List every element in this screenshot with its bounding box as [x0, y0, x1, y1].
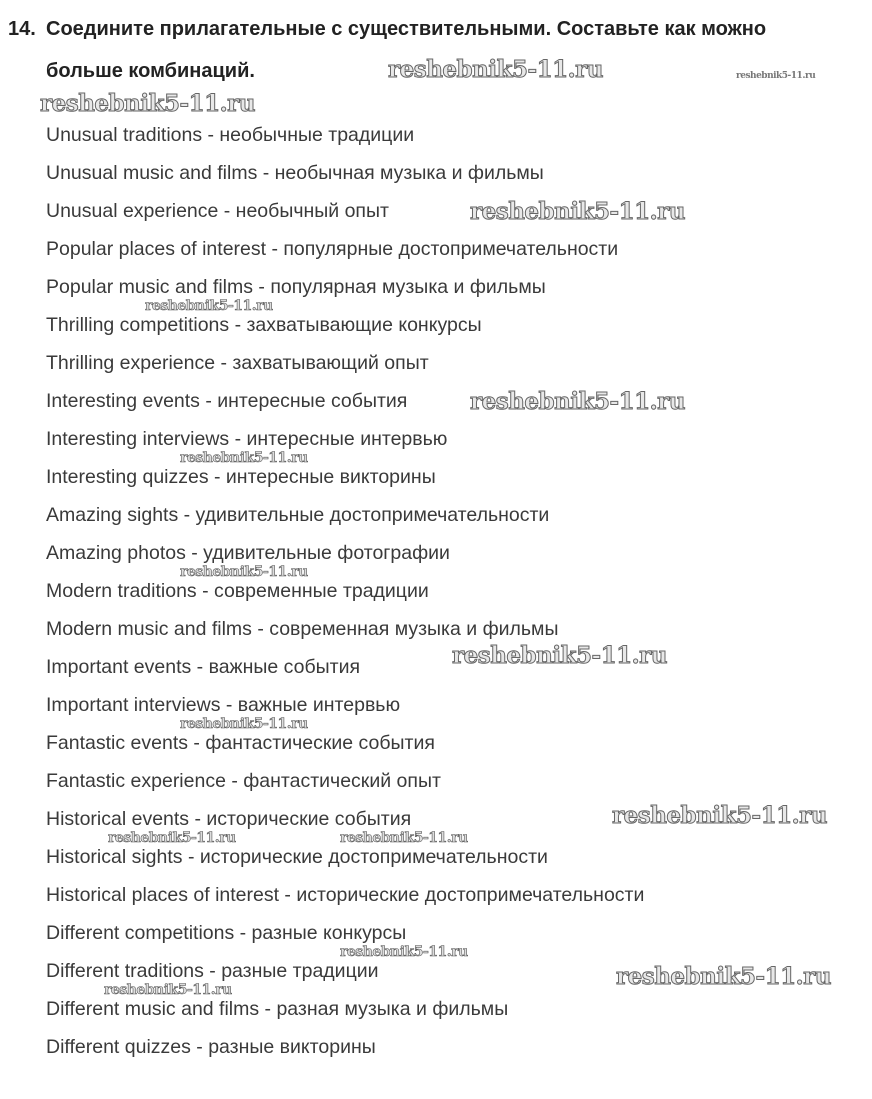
list-item: Thrilling experience - захватывающий опыт	[46, 352, 429, 374]
combination-list	[46, 122, 644, 1072]
list-item: Unusual experience - необычный опыт	[46, 200, 389, 222]
list-item: Different traditions - разные традиции	[46, 960, 379, 982]
list-item: Fantastic experience - фантастический опыт	[46, 770, 441, 792]
watermark: reshebnik5-11.ru	[612, 802, 827, 829]
list-item: Amazing photos - удивительные фотографии	[46, 542, 450, 564]
watermark: reshebnik5-11.ru	[470, 388, 685, 415]
task-number: 14.	[8, 18, 36, 40]
watermark: reshebnik5-11.ru	[104, 982, 232, 998]
list-item: Popular music and films - популярная музыка и фильмы	[46, 276, 546, 298]
watermark: reshebnik5-11.ru	[108, 830, 236, 846]
watermark: reshebnik5-11.ru	[340, 944, 468, 960]
watermark: reshebnik5-11.ru	[40, 90, 255, 117]
list-item: Modern traditions - современные традиции	[46, 580, 429, 602]
list-item: Popular places of interest - популярные достопримечательности	[46, 238, 619, 260]
list-item: Historical events - исторические события	[46, 808, 412, 830]
list-item: Different competitions - разные конкурсы	[46, 922, 407, 944]
list-item: Different quizzes - разные викторины	[46, 1036, 376, 1058]
list-item: Interesting events - интересные события	[46, 390, 408, 412]
watermark: reshebnik5-11.ru	[736, 71, 816, 81]
list-item: Different music and films - разная музыка и фильмы	[46, 998, 509, 1020]
list-item: Important events - важные события	[46, 656, 361, 678]
list-item: Historical sights - исторические достопримечательности	[46, 846, 548, 868]
task-text-line2: больше комбинаций.	[46, 60, 255, 82]
list-item: Historical places of interest - исторические достопримечательности	[46, 884, 645, 906]
watermark: reshebnik5-11.ru	[145, 298, 273, 314]
list-item: Modern music and films - современная музыка и фильмы	[46, 618, 559, 640]
list-item: Interesting quizzes - интересные викторины	[46, 466, 436, 488]
watermark: reshebnik5-11.ru	[180, 450, 308, 466]
watermark: reshebnik5-11.ru	[340, 830, 468, 846]
watermark: reshebnik5-11.ru	[452, 642, 667, 669]
list-item: Unusual music and films - необычная музыка и фильмы	[46, 162, 544, 184]
watermark: reshebnik5-11.ru	[470, 198, 685, 225]
list-item: Thrilling competitions - захватывающие конкурсы	[46, 314, 482, 336]
list-item: Interesting interviews - интересные интервью	[46, 428, 448, 450]
task-text-line1: Соедините прилагательные с существительными. Составьте как можно	[46, 18, 767, 40]
list-item: Important interviews - важные интервью	[46, 694, 401, 716]
watermark: reshebnik5-11.ru	[180, 716, 308, 732]
watermark: reshebnik5-11.ru	[388, 56, 603, 83]
watermark: reshebnik5-11.ru	[616, 963, 831, 990]
list-item: Fantastic events - фантастические события	[46, 732, 435, 754]
list-item: Unusual traditions - необычные традиции	[46, 124, 415, 146]
list-item: Amazing sights - удивительные достопримечательности	[46, 504, 550, 526]
watermark: reshebnik5-11.ru	[180, 564, 308, 580]
